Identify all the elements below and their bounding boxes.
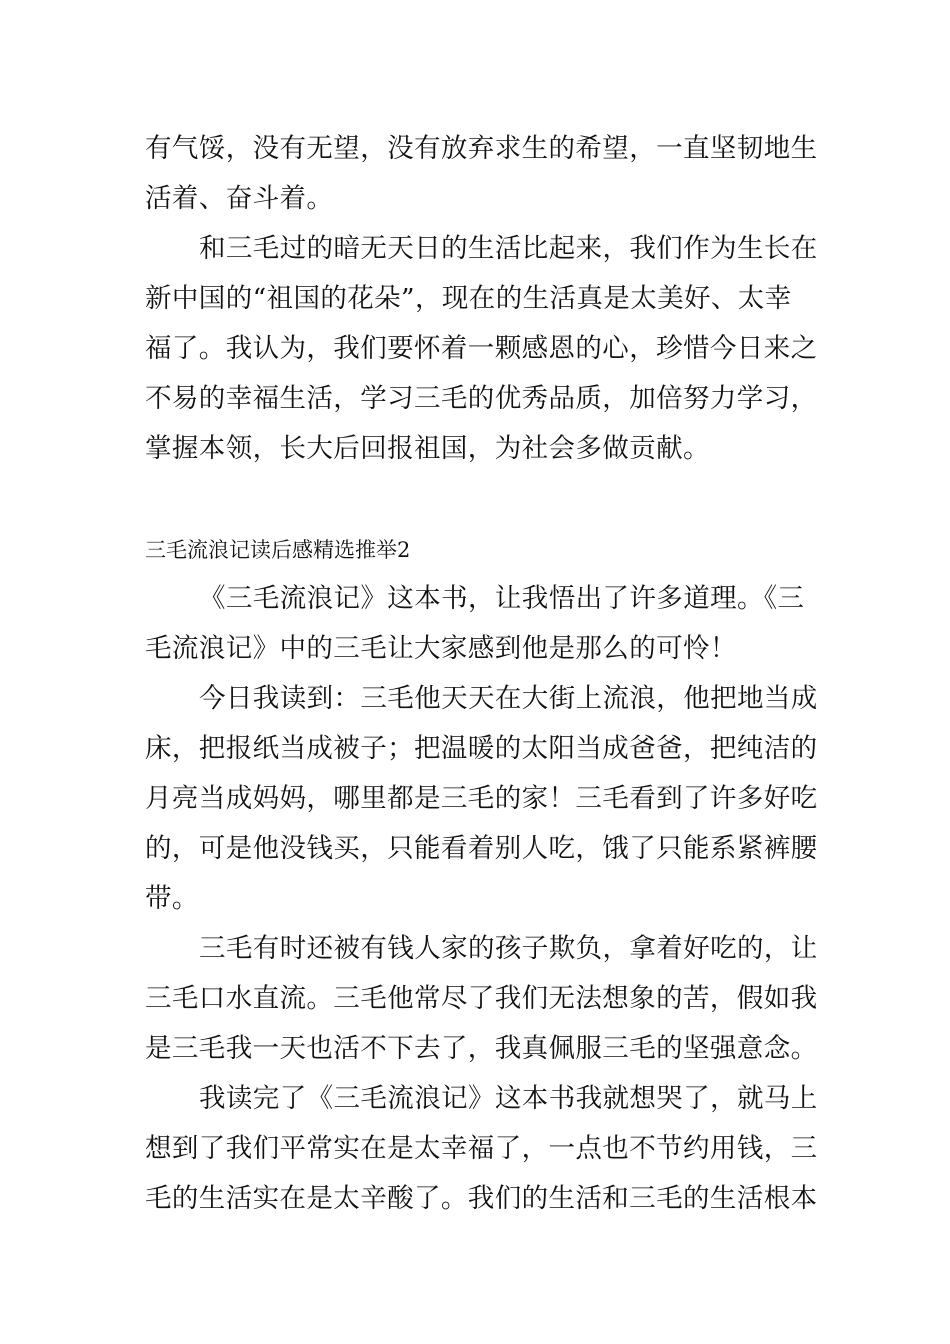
text-line: 毛的生活实在是太辛酸了。我们的生活和三毛的生活根本 (145, 1183, 818, 1214)
paragraph-first-line: 《三毛流浪记》这本书，让我悟出了许多道理。《三 (199, 583, 805, 614)
paragraph-first-line: 我读完了《三毛流浪记》这本书我就想哭了，就马上 (199, 1083, 818, 1114)
text-line: 掌握本领，长大后回报祖国，为社会多做贡献。 (145, 433, 710, 464)
text-line: 有气馁，没有无望，没有放弃求生的希望，一直坚韧地生 (145, 133, 818, 164)
section-title: 三毛流浪记读后感精选推举2 (145, 538, 411, 562)
paragraph-first-line: 和三毛过的暗无天日的生活比起来，我们作为生长在 (199, 233, 818, 264)
text-line: 不易的幸福生活，学习三毛的优秀品质，加倍努力学习， (145, 383, 818, 414)
text-line: 床，把报纸当成被子；把温暖的太阳当成爸爸，把纯洁的 (145, 733, 818, 764)
text-line: 活着、奋斗着。 (145, 183, 334, 214)
text-line: 毛流浪记》中的三毛让大家感到他是那么的可怜！ (145, 633, 737, 664)
text-line: 是三毛我一天也活不下去了，我真佩服三毛的坚强意念。 (145, 1033, 818, 1064)
text-line: 带。 (145, 883, 199, 914)
text-line: 三毛口水直流。三毛他常尽了我们无法想象的苦，假如我 (145, 983, 818, 1014)
text-line: 新中国的“祖国的花朵”，现在的生活真是太美好、太幸 (145, 283, 792, 314)
text-line: 的，可是他没钱买，只能看着别人吃，饿了只能系紧裤腰 (145, 833, 818, 864)
paragraph-first-line: 今日我读到：三毛他天天在大街上流浪，他把地当成 (199, 683, 818, 714)
text-line: 月亮当成妈妈，哪里都是三毛的家！三毛看到了许多好吃 (145, 783, 818, 814)
paragraph-first-line: 三毛有时还被有钱人家的孩子欺负，拿着好吃的，让 (199, 933, 818, 964)
text-line: 福了。我认为，我们要怀着一颗感恩的心，珍惜今日来之 (145, 333, 818, 364)
text-line: 想到了我们平常实在是太幸福了，一点也不节约用钱，三 (145, 1133, 818, 1164)
